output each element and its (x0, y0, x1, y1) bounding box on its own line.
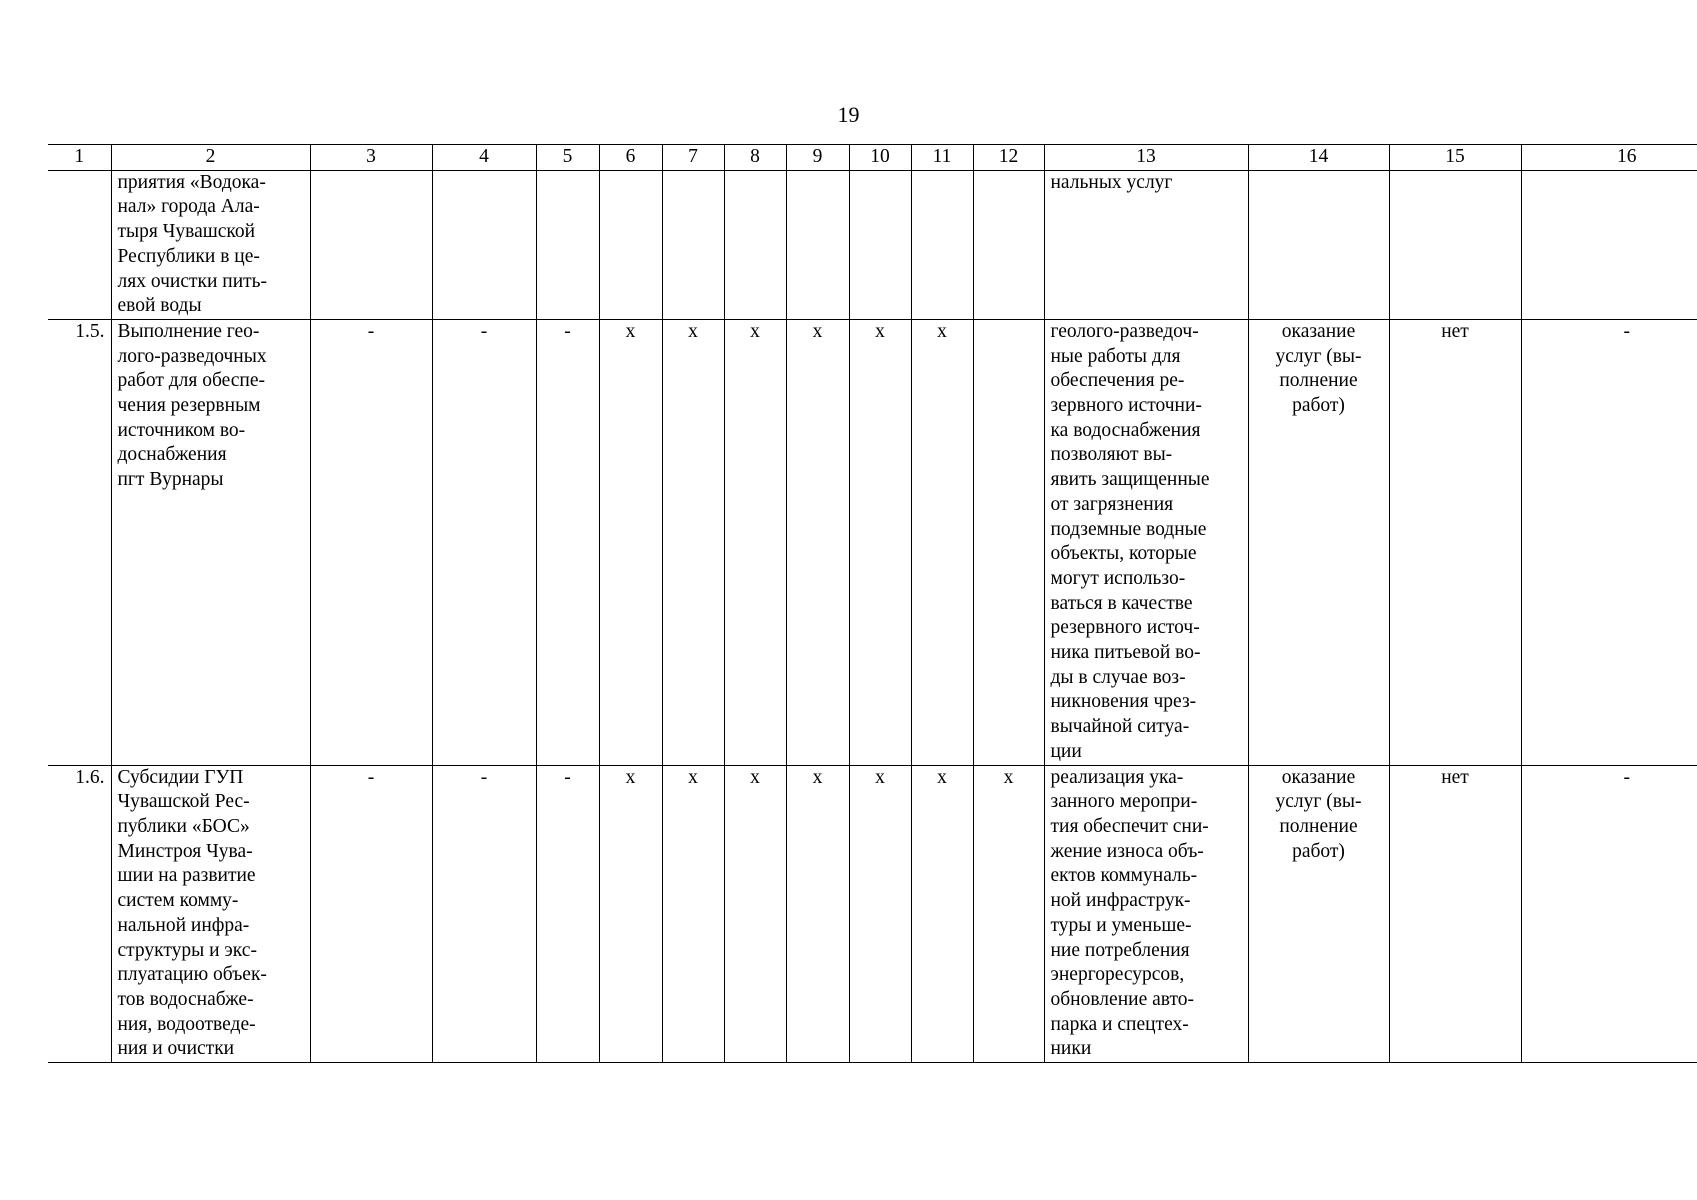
value-cell: - (432, 319, 536, 765)
table-body (48, 170, 1697, 1062)
activity-name-line: ния, водоотведе- (117, 1013, 256, 1035)
result-description (1044, 765, 1248, 1062)
column-header: 9 (786, 145, 849, 171)
value-cell: х (724, 765, 786, 1062)
result-description-line: ции (1050, 740, 1082, 762)
result-description-line: реализация ука- (1050, 766, 1184, 788)
result-description-line: ника питьевой во- (1050, 642, 1201, 664)
service-type-line: работ) (1292, 840, 1345, 862)
result-description-line: ка водоснабжения (1050, 419, 1201, 441)
activity-name-line: систем комму- (117, 890, 239, 912)
result-description-line: ные работы для (1050, 345, 1181, 367)
result-description-line: позволяют вы- (1050, 444, 1173, 466)
column-header: 7 (662, 145, 724, 171)
value-cell: х (662, 319, 724, 765)
activity-name-line: Выполнение гео- (117, 320, 260, 342)
page-number: 19 (837, 102, 860, 127)
value-cell (786, 170, 849, 319)
activity-name-line: евой воды (117, 295, 202, 317)
value-cell: х (599, 765, 662, 1062)
result-description-line: явить защищенные (1050, 469, 1210, 491)
service-type-line: полнение (1279, 815, 1358, 837)
column-header: 16 (1521, 145, 1697, 171)
result-description-line: туры и уменьше- (1050, 914, 1192, 936)
activity-name (111, 319, 310, 765)
value-cell: - (536, 765, 599, 1062)
column-header: 14 (1248, 145, 1389, 171)
activity-name-line: лого-разведочных (117, 345, 267, 367)
column-header: 3 (310, 145, 432, 171)
table-row (48, 319, 1697, 765)
table-row (48, 765, 1697, 1062)
activity-name-line: источником во- (117, 419, 246, 441)
value-cell: х (724, 319, 786, 765)
column-header: 10 (849, 145, 911, 171)
column-header: 13 (1044, 145, 1248, 171)
activity-name (111, 765, 310, 1062)
activity-name-line: тов водоснабже- (117, 988, 254, 1010)
row-number (48, 170, 111, 319)
result-description (1044, 170, 1248, 319)
value-cell: - (310, 319, 432, 765)
note-cell: - (1521, 765, 1697, 1062)
activity-name-line: пгт Вурнары (117, 469, 224, 491)
value-cell: х (849, 765, 911, 1062)
column-header: 5 (536, 145, 599, 171)
table-row (48, 170, 1697, 319)
column-header: 6 (599, 145, 662, 171)
row-number: 1.5. (48, 319, 111, 765)
result-description-line: вычайной ситуа- (1050, 716, 1190, 738)
activity-name-line: нальной инфра- (117, 914, 250, 936)
result-description-line: ектов коммуналь- (1050, 865, 1198, 887)
value-cell (849, 170, 911, 319)
column-header: 12 (973, 145, 1044, 171)
value-cell (536, 170, 599, 319)
activity-name-line: ния и очистки (117, 1038, 235, 1060)
result-description-line: обновление авто- (1050, 988, 1194, 1010)
column-header: 1 (48, 145, 111, 171)
result-description-line: могут использо- (1050, 567, 1186, 589)
column-header: 8 (724, 145, 786, 171)
result-description-line: зервного источни- (1050, 395, 1202, 417)
column-header: 15 (1389, 145, 1521, 171)
value-cell: х (599, 319, 662, 765)
result-description-line: парка и спецтех- (1050, 1013, 1189, 1035)
result-description-line: тия обеспечит сни- (1050, 815, 1209, 837)
activity-name-line: лях очистки пить- (117, 270, 268, 292)
note-cell: - (1521, 319, 1697, 765)
service-type-line: полнение (1279, 370, 1358, 392)
result-description-line: энергоресурсов, (1050, 964, 1185, 986)
value-cell (432, 170, 536, 319)
service-type (1248, 765, 1389, 1062)
activity-name-line: тыря Чувашской (117, 221, 256, 243)
activity-name-line: работ для обеспе- (117, 370, 266, 392)
value-cell: х (786, 765, 849, 1062)
row-number: 1.6. (48, 765, 111, 1062)
value-cell: - (432, 765, 536, 1062)
result-description-line: нальных услуг (1050, 171, 1173, 193)
flag-cell: нет (1389, 319, 1521, 765)
activity-name-line: плуатацию объек- (117, 964, 267, 986)
value-cell (599, 170, 662, 319)
value-cell: х (662, 765, 724, 1062)
value-cell (973, 170, 1044, 319)
result-description-line: ваться в качестве (1050, 592, 1193, 614)
value-cell (310, 170, 432, 319)
result-description-line: ной инфраструк- (1050, 890, 1191, 912)
result-description-line: обеспечения ре- (1050, 370, 1185, 392)
value-cell (911, 170, 973, 319)
result-description (1044, 319, 1248, 765)
column-header: 4 (432, 145, 536, 171)
result-description-line: подземные водные (1050, 518, 1207, 540)
value-cell: х (786, 319, 849, 765)
activity-name (111, 170, 310, 319)
result-description-line: никновения чрез- (1050, 691, 1197, 713)
service-type-line: услуг (вы- (1275, 345, 1362, 367)
service-type (1248, 170, 1389, 319)
flag-cell (1389, 170, 1521, 319)
result-description-line: объекты, которые (1050, 543, 1197, 565)
value-cell: - (310, 765, 432, 1062)
activity-name-line: чения резервным (117, 395, 261, 417)
service-type-line: работ) (1292, 395, 1345, 417)
result-description-line: ники (1050, 1038, 1092, 1060)
service-type-line: услуг (вы- (1275, 791, 1362, 813)
value-cell: х (911, 319, 973, 765)
activity-name-line: Чувашской Рес- (117, 791, 250, 813)
service-type (1248, 319, 1389, 765)
column-header: 2 (111, 145, 310, 171)
activity-name-line: структуры и экс- (117, 939, 257, 961)
result-description-line: геолого-разведоч- (1050, 320, 1199, 342)
value-cell: х (911, 765, 973, 1062)
result-description-line: ды в случае воз- (1050, 666, 1186, 688)
activity-name-line: нал» города Ала- (117, 196, 260, 218)
activity-name-line: публики «БОС» (117, 815, 250, 837)
result-description-line: ние потребления (1050, 939, 1190, 961)
column-number-row (48, 145, 1697, 171)
activity-name-line: доснабжения (117, 444, 227, 466)
value-cell: - (536, 319, 599, 765)
result-description-line: резервного источ- (1050, 617, 1200, 639)
result-description-line: жение износа объ- (1050, 840, 1204, 862)
column-header: 11 (911, 145, 973, 171)
activity-name-line: шии на развитие (117, 865, 256, 887)
value-cell (973, 319, 1044, 765)
value-cell (662, 170, 724, 319)
program-table (48, 144, 1697, 1063)
activity-name-line: Минстроя Чува- (117, 840, 253, 862)
service-type-line: оказание (1281, 766, 1356, 788)
activity-name-line: Субсидии ГУП (117, 766, 244, 788)
value-cell (724, 170, 786, 319)
value-cell: х (973, 765, 1044, 1062)
service-type-line: оказание (1281, 320, 1356, 342)
activity-name-line: приятия «Водока- (117, 171, 266, 193)
activity-name-line: Республики в це- (117, 245, 260, 267)
value-cell: х (849, 319, 911, 765)
result-description-line: занного меропри- (1050, 791, 1198, 813)
result-description-line: от загрязнения (1050, 493, 1174, 515)
flag-cell: нет (1389, 765, 1521, 1062)
note-cell (1521, 170, 1697, 319)
